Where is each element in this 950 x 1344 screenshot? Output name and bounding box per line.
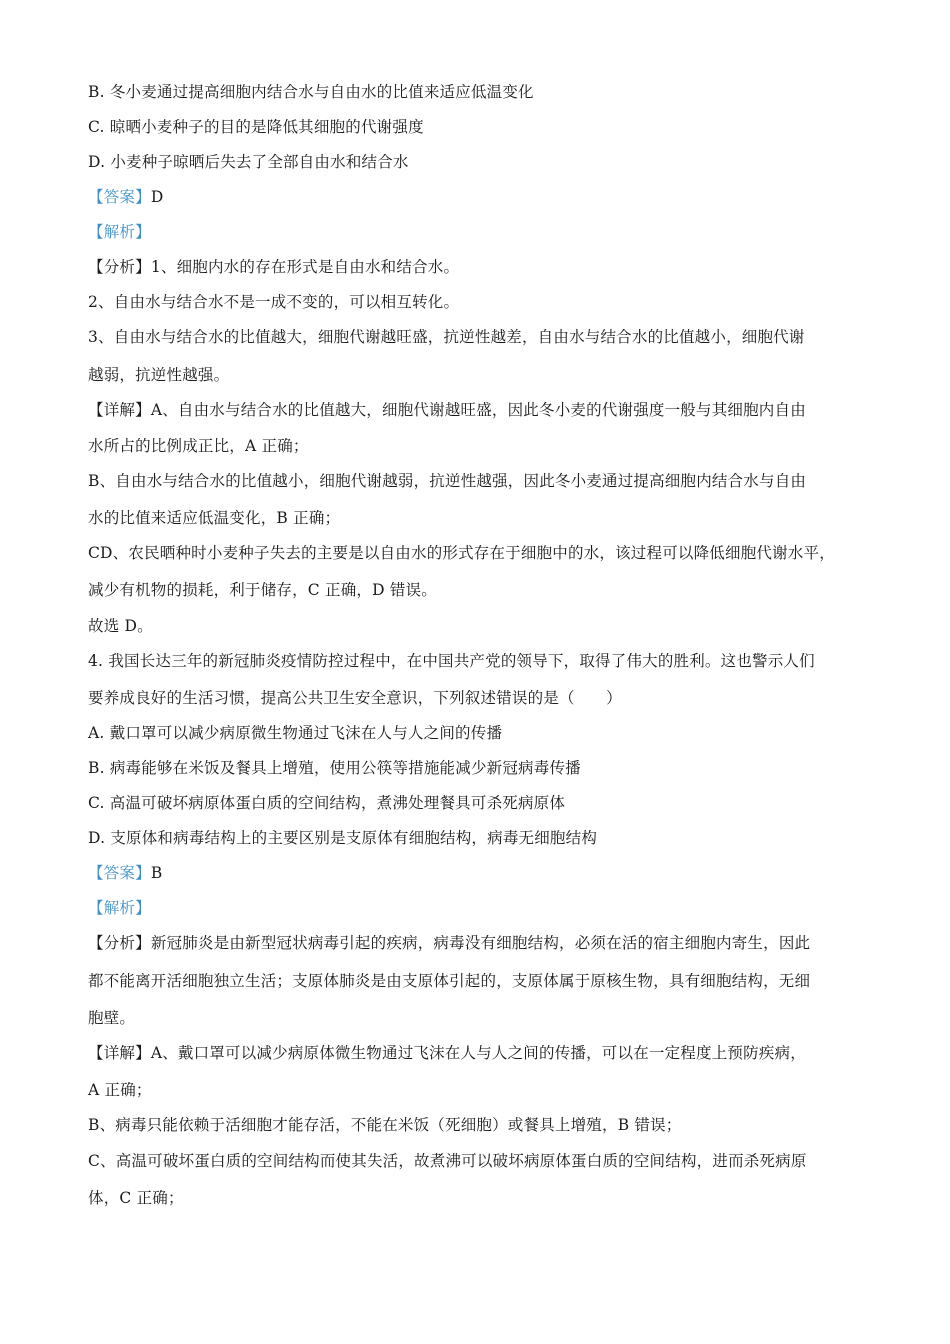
q3-option-c: C. 晾晒小麦种子的目的是降低其细胞的代谢强度 <box>88 118 424 136</box>
q3-option-d: D. 小麦种子晾晒后失去了全部自由水和结合水 <box>88 153 409 171</box>
q4-answer: B <box>150 864 163 882</box>
q4-fenxi-1: 【分析】新冠肺炎是由新型冠状病毒引起的疾病，病毒没有细胞结构，必须在活的宿主细胞内寄生，因此 <box>88 934 811 952</box>
q4-answer-line <box>88 863 162 883</box>
q3-detail-cd1: CD、农民晒种时小麦种子失去的主要是以自由水的形式存在于细胞中的水，该过程可以降低细胞代谢水平， <box>88 544 835 562</box>
q4-fenxi-2: 都不能离开活细胞独立生活；支原体肺炎是由支原体引起的，支原体属于原核生物，具有细胞结构，无细 <box>88 972 811 990</box>
q3-detail-a2: 水所占的比例成正比，A 正确； <box>88 437 309 455</box>
detail-tag: 【详解】 <box>88 401 151 419</box>
q4-option-c: C. 高温可破坏病原体蛋白质的空间结构，煮沸处理餐具可杀死病原体 <box>88 794 566 812</box>
q4-option-a: A. 戴口罩可以减少病原微生物通过飞沫在人与人之间的传播 <box>88 724 503 742</box>
q4-detail-c2: 体，C 正确； <box>88 1189 184 1207</box>
answer-tag: 【答案】 <box>88 188 151 206</box>
q3-detail-b2: 水的比值来适应低温变化，B 正确； <box>88 509 341 527</box>
q4-detail-a1: 【详解】A、戴口罩可以减少病原体微生物通过飞沫在人与人之间的传播，可以在一定程度上预防疾病， <box>88 1044 806 1062</box>
q4-option-d: D. 支原体和病毒结构上的主要区别是支原体有细胞结构，病毒无细胞结构 <box>88 829 598 847</box>
fenxi-tag: 【分析】 <box>88 258 151 276</box>
q3-detail-b1: B、自由水与结合水的比值越小，细胞代谢越弱，抗逆性越强，因此冬小麦通过提高细胞内结合水与自由 <box>88 472 807 490</box>
q3-option-b: B. 冬小麦通过提高细胞内结合水与自由水的比值来适应低温变化 <box>88 83 534 101</box>
q3-detail-a1: 【详解】A、自由水与结合水的比值越大，细胞代谢越旺盛，因此冬小麦的代谢强度一般与其细胞内自由 <box>88 401 806 419</box>
q4-stem-1: 4. 我国长达三年的新冠肺炎疫情防控过程中，在中国共产党的领导下，取得了伟大的胜利。这也警示人们 <box>88 652 815 670</box>
q3-answer: D <box>150 188 164 206</box>
q4-detail-b: B、病毒只能依赖于活细胞才能存活，不能在米饭（死细胞）或餐具上增殖，B 错误； <box>88 1116 682 1134</box>
q4-detail-c1: C、高温可破坏蛋白质的空间结构而使其失活，故煮沸可以破坏病原体蛋白质的空间结构，进而杀死病原 <box>88 1152 807 1170</box>
q4-detail-a2: A 正确； <box>88 1081 152 1099</box>
q3-fenxi-3b: 越弱，抗逆性越强。 <box>88 366 230 384</box>
q4-fenxi-3: 胞壁。 <box>88 1009 136 1027</box>
q4-option-b: B. 病毒能够在米饭及餐具上增殖，使用公筷等措施能减少新冠病毒传播 <box>88 759 581 777</box>
q3-fenxi-3a: 3、自由水与结合水的比值越大，细胞代谢越旺盛，抗逆性越差，自由水与结合水的比值越小，细胞代谢 <box>88 328 805 346</box>
q3-analysis-tag: 【解析】 <box>88 223 151 241</box>
answer-tag: 【答案】 <box>88 864 151 882</box>
q3-choose: 故选 D。 <box>88 617 153 635</box>
q4-analysis-tag: 【解析】 <box>88 899 151 917</box>
q3-detail-cd2: 减少有机物的损耗，利于储存，C 正确，D 错误。 <box>88 581 437 599</box>
fenxi-tag: 【分析】 <box>88 934 151 952</box>
q3-fenxi-2: 2、自由水与结合水不是一成不变的，可以相互转化。 <box>88 293 460 311</box>
q3-fenxi-1: 【分析】1、细胞内水的存在形式是自由水和结合水。 <box>88 258 460 276</box>
detail-tag: 【详解】 <box>88 1044 151 1062</box>
q3-answer-line <box>88 187 163 207</box>
q4-stem-2: 要养成良好的生活习惯，提高公共卫生安全意识，下列叙述错误的是（ ） <box>88 689 622 707</box>
